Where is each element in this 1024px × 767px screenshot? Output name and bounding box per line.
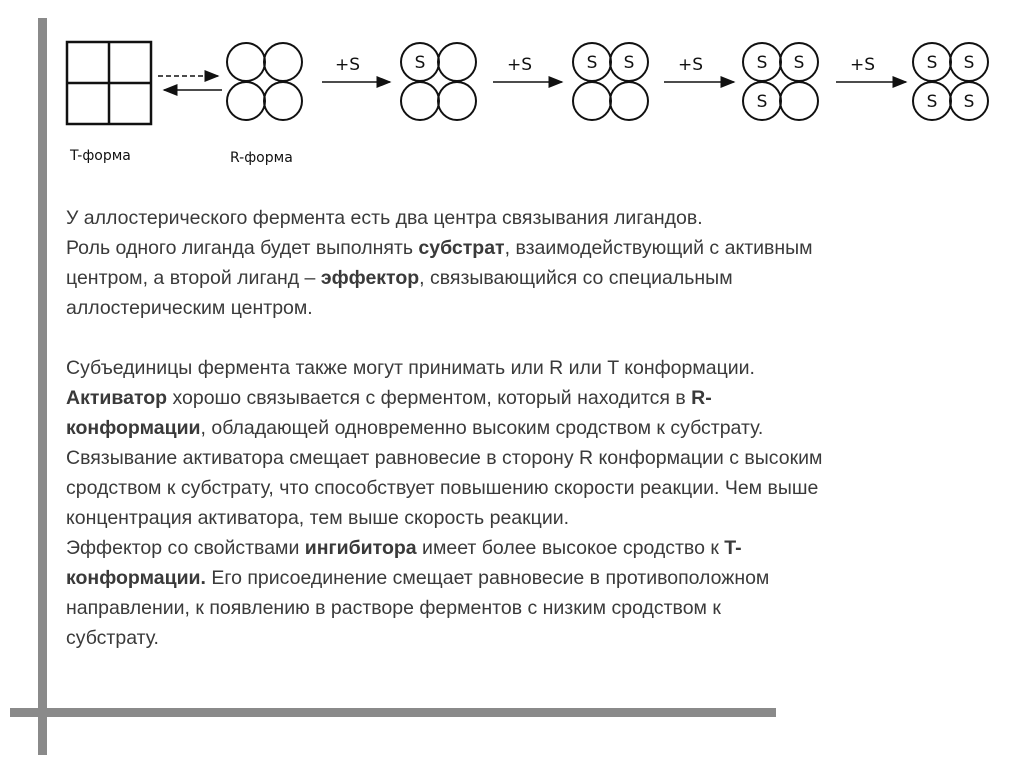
text-line: конформации. Его присоединение смещает равновесие в противоположном (66, 567, 770, 589)
text-line: Эффектор со свойствами ингибитора имеет более высокое сродство к T- (66, 537, 742, 559)
text-line: направлении, к появлению в растворе ферментов с низким сродством к (66, 597, 721, 619)
equilibrium-arrows (158, 76, 222, 90)
text-line: концентрация активатора, тем выше скорость реакции. (66, 507, 570, 529)
step-arrow-3 (664, 55, 734, 82)
enzyme-one-substrate (401, 43, 476, 120)
paragraph-gap (66, 323, 966, 353)
text-line: аллостерическим центром. (66, 297, 313, 319)
svg-text:S: S (586, 53, 598, 73)
text-line: сродством к субстрату, что способствует повышению скорости реакции. Чем выше (66, 477, 819, 499)
slide-frame-horizontal (10, 708, 776, 717)
t-form-square (67, 42, 151, 124)
text-line: Активатор хорошо связывается с ферментом, который находится в R- (66, 387, 712, 409)
svg-text:+S: +S (850, 55, 876, 75)
allosteric-diagram (50, 20, 1010, 190)
enzyme-four-substrates (913, 43, 988, 120)
text-line: центром, а второй лиганд – эффектор, связывающийся со специальным (66, 267, 733, 289)
svg-text:S: S (963, 53, 975, 73)
svg-text:S: S (756, 53, 768, 73)
r-form-label: R-форма (230, 150, 293, 166)
step-arrow-4 (836, 55, 906, 82)
text-line: Роль одного лиганда будет выполнять субстрат, взаимодействующий с активным (66, 237, 813, 259)
enzyme-three-substrates (743, 43, 818, 120)
text-line: Субъединицы фермента также могут принимать или R или T конформации. (66, 357, 755, 379)
svg-text:S: S (623, 53, 635, 73)
t-form-label: T-форма (70, 148, 131, 164)
svg-text:S: S (963, 92, 975, 112)
svg-text:S: S (793, 53, 805, 73)
svg-text:+S: +S (507, 55, 533, 75)
body-text (66, 203, 966, 653)
step-arrow-2 (493, 55, 562, 82)
text-line: Связывание активатора смещает равновесие в сторону R конформации с высоким (66, 447, 823, 469)
svg-text:+S: +S (678, 55, 704, 75)
svg-text:+S: +S (335, 55, 361, 75)
text-line: субстрату. (66, 627, 159, 649)
enzyme-two-substrates (573, 43, 648, 120)
text-line: У аллостерического фермента есть два центра связывания лигандов. (66, 207, 703, 229)
text-line: конформации, обладающей одновременно высоким сродством к субстрату. (66, 417, 764, 439)
svg-text:S: S (756, 92, 768, 112)
svg-text:S: S (926, 92, 938, 112)
slide-frame-vertical (38, 18, 47, 755)
svg-text:S: S (414, 53, 426, 73)
r-form-circles (227, 43, 302, 120)
step-arrow-1 (322, 55, 390, 82)
svg-text:S: S (926, 53, 938, 73)
